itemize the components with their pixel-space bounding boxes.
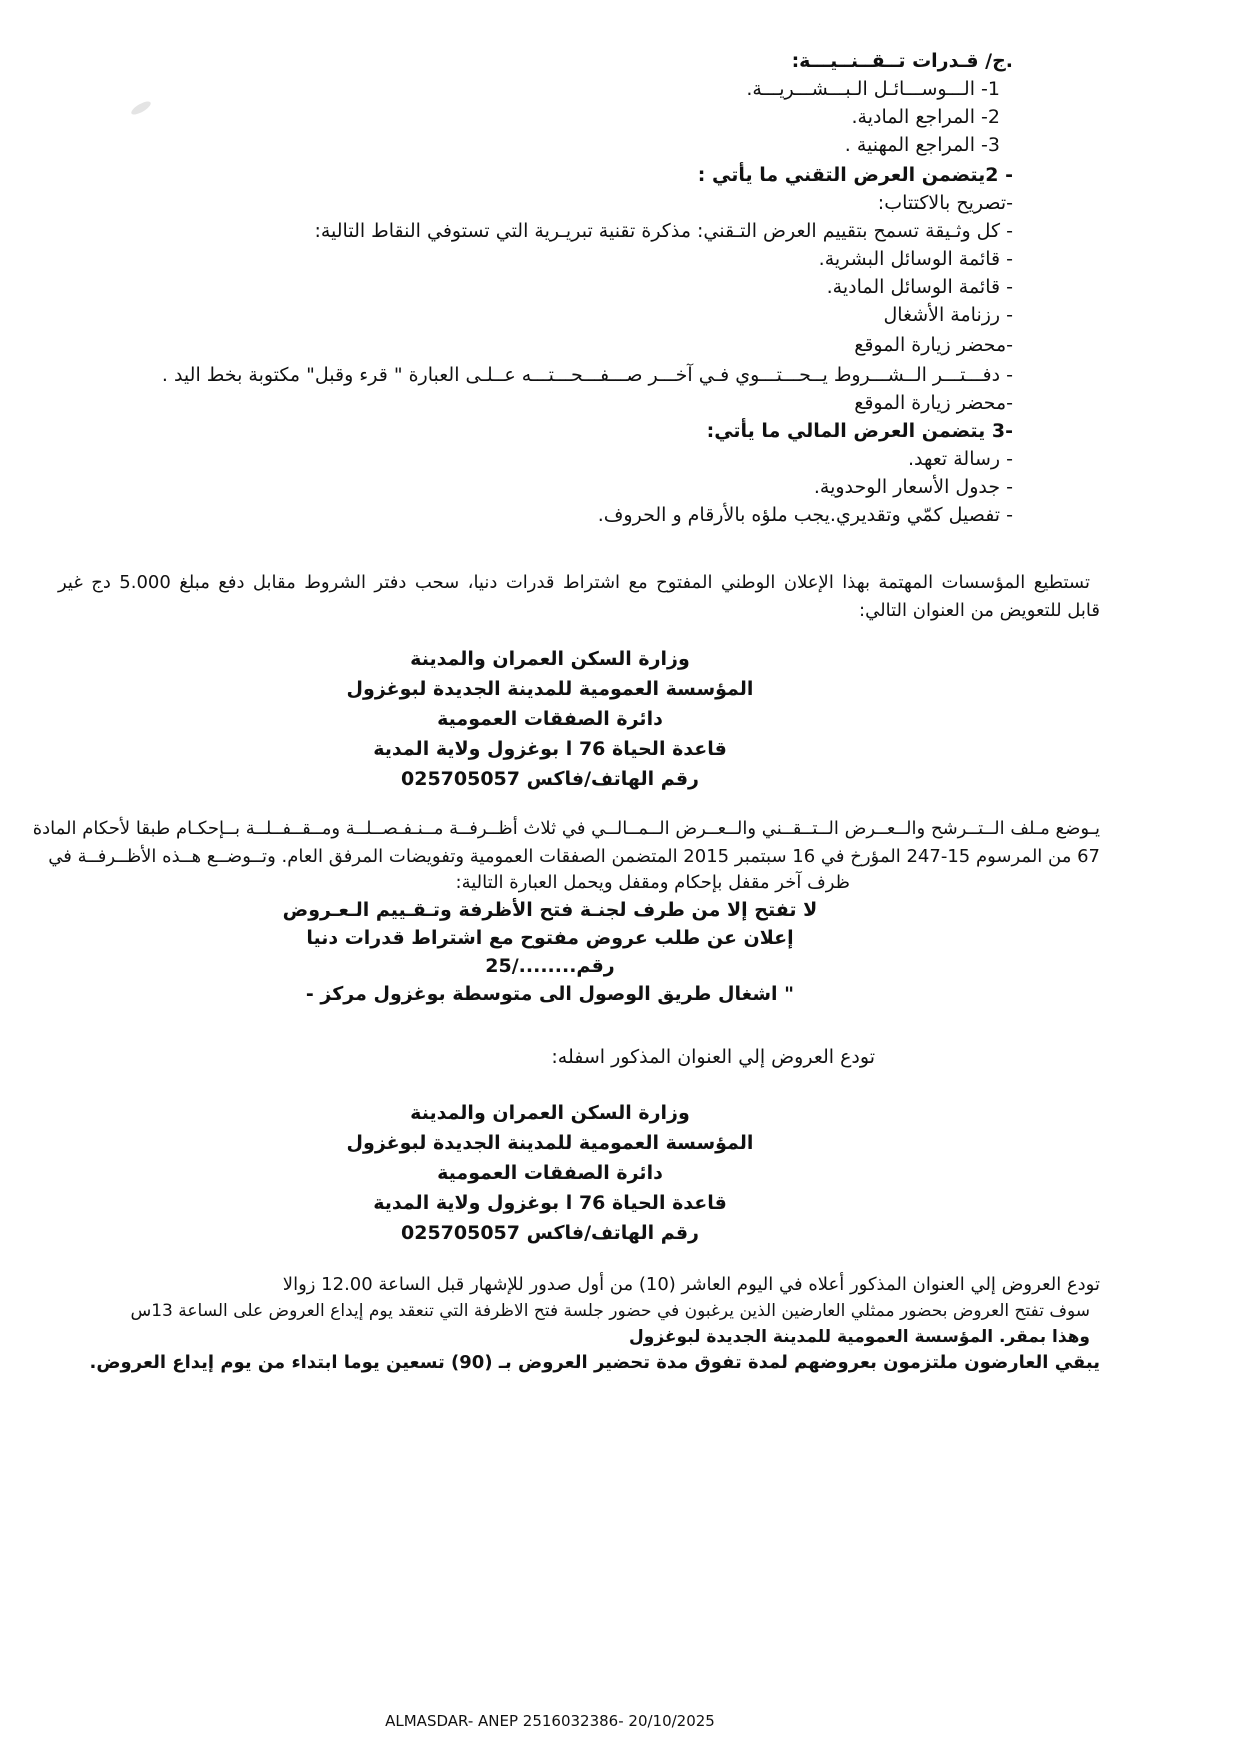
envelope-paragraph-line: ظرف آخر مقفل بإحكام ومقفل ويحمل العبارة التالية: <box>455 872 850 893</box>
offer-validity: يبقي العارضون ملتزمون بعروضهم لمدة تفوق مدة تحضير العروض بـ (90) تسعين يوما ابتداء من يوم إيداع العروض. <box>89 1352 1100 1373</box>
envelope-label-line: رقم......../25 <box>485 955 615 977</box>
address-phone-fax: رقم الهاتف/فاكس 025705057 <box>401 768 699 790</box>
technical-offer-item: - دفـــتـــر الــشـــروط يــحـــتـــوي فـي آخـــر صـــفـــحـــتـــه عــلـى العبارة " قرء وقبل" مكتوبة بخط اليد . <box>161 364 1013 386</box>
technical-offer-item: - قائمة الوسائل المادية. <box>826 276 1013 298</box>
withdrawal-paragraph-line: قابل للتعويض من العنوان التالي: <box>859 600 1100 621</box>
publication-reference: ALMASDAR- ANEP 2516032386- 20/10/2025 <box>385 1712 715 1730</box>
financial-offer-item: - رسالة تعهد. <box>907 448 1013 470</box>
envelope-paragraph-line: 67 من المرسوم 15-247 المؤرخ في 16 سبتمبر 2015 المتضمن الصفقات العمومية وتفويضات المرفق العام. وتــوضــع هــذه الأظــرفــة في <box>48 846 1100 867</box>
technical-offer-item: -محضر زيارة الموقع <box>854 392 1013 414</box>
technical-offer-item: -محضر زيارة الموقع <box>854 334 1013 356</box>
deposit-intro: تودع العروض إلي العنوان المذكور اسفله: <box>551 1046 875 1068</box>
technical-offer-item: - كل وثـيقة تسمح بتقييم العرض التـقني: مذكرة تقنية تبريـرية التي تستوفي النقاط التالية: <box>314 220 1013 242</box>
financial-offer-item: - جدول الأسعار الوحدوية. <box>813 476 1013 498</box>
scan-smudge <box>129 99 152 117</box>
address-street: قاعدة الحياة 76 ا بوغزول ولاية المدية <box>373 738 727 760</box>
address-establishment: المؤسسة العمومية للمدينة الجديدة لبوغزول <box>346 1132 754 1154</box>
address-ministry: وزارة السكن العمران والمدينة <box>410 648 690 670</box>
address-street: قاعدة الحياة 76 ا بوغزول ولاية المدية <box>373 1192 727 1214</box>
withdrawal-paragraph-line: تستطيع المؤسسات المهتمة بهذا الإعلان الوطني المفتوح مع اشتراط قدرات دنيا، سحب دفتر الشروط مقابل دفع مبلغ 5.000 دج غير <box>58 572 1090 593</box>
section-c-heading: .ج/ قـدرات تــقــنــيـــة: <box>791 50 1013 72</box>
address-phone-fax: رقم الهاتف/فاكس 025705057 <box>401 1222 699 1244</box>
financial-offer-item: - تفصيل كمّي وتقديري.يجب ملؤه بالأرقام و الحروف. <box>597 504 1013 526</box>
address-block-2 <box>0 1098 1100 1248</box>
address-department: دائرة الصفقات العمومية <box>437 1162 663 1184</box>
section-c-item: 2- المراجع المادية. <box>851 106 1000 128</box>
technical-offer-item: - قائمة الوسائل البشرية. <box>818 248 1013 270</box>
technical-offer-item: - رزنامة الأشغال <box>883 304 1013 326</box>
section-c-item: 3- المراجع المهنية . <box>844 134 1000 156</box>
financial-offer-heading: -3 يتضمن العرض المالي ما يأتي: <box>706 420 1013 442</box>
address-establishment: المؤسسة العمومية للمدينة الجديدة لبوغزول <box>346 678 754 700</box>
opening-session-line: سوف تفتح العروض بحضور ممثلي العارضين الذين يرغبون في حضور جلسة فتح الاظرفة التي تنعقد يوم إيداع العروض على الساعة 13س <box>130 1301 1090 1321</box>
envelope-label-line: لا تفتح إلا من طرف لجنـة فتح الأظرفة وتـقـييم الـعـروض <box>282 899 818 921</box>
deposit-deadline: تودع العروض إلي العنوان المذكور أعلاه في اليوم العاشر (10) من أول صدور للإشهار قبل الساعة 12.00 زوالا <box>282 1274 1100 1295</box>
envelope-paragraph-line: يـوضع مـلف الــتــرشح والــعــرض الــتــقــني والــعــرض الــمــالــي في ثلاث أظــرفــة مــنـفـصــلــة ومــقــفــلــة بــإحكـام طبقا لأحكام المادة <box>32 818 1100 839</box>
address-block-1 <box>0 644 1100 794</box>
technical-offer-heading: - 2يتضمن العرض التقني ما يأتي : <box>697 164 1013 186</box>
envelope-label-line: إعلان عن طلب عروض مفتوح مع اشتراط قدرات دنيا <box>306 927 794 949</box>
section-c-item: 1- الـــوســـائـل الـبـــشـــريـــة. <box>746 78 1000 100</box>
address-ministry: وزارة السكن العمران والمدينة <box>410 1102 690 1124</box>
envelope-label-line: " اشغال طريق الوصول الى متوسطة بوغزول مركز - <box>305 983 795 1005</box>
address-department: دائرة الصفقات العمومية <box>437 708 663 730</box>
opening-session-line: وهذا بمقر. المؤسسة العمومية للمدينة الجديدة لبوغزول <box>629 1327 1090 1347</box>
envelope-label <box>0 896 1100 1008</box>
technical-offer-item: -تصريح بالاكتتاب: <box>877 192 1013 214</box>
